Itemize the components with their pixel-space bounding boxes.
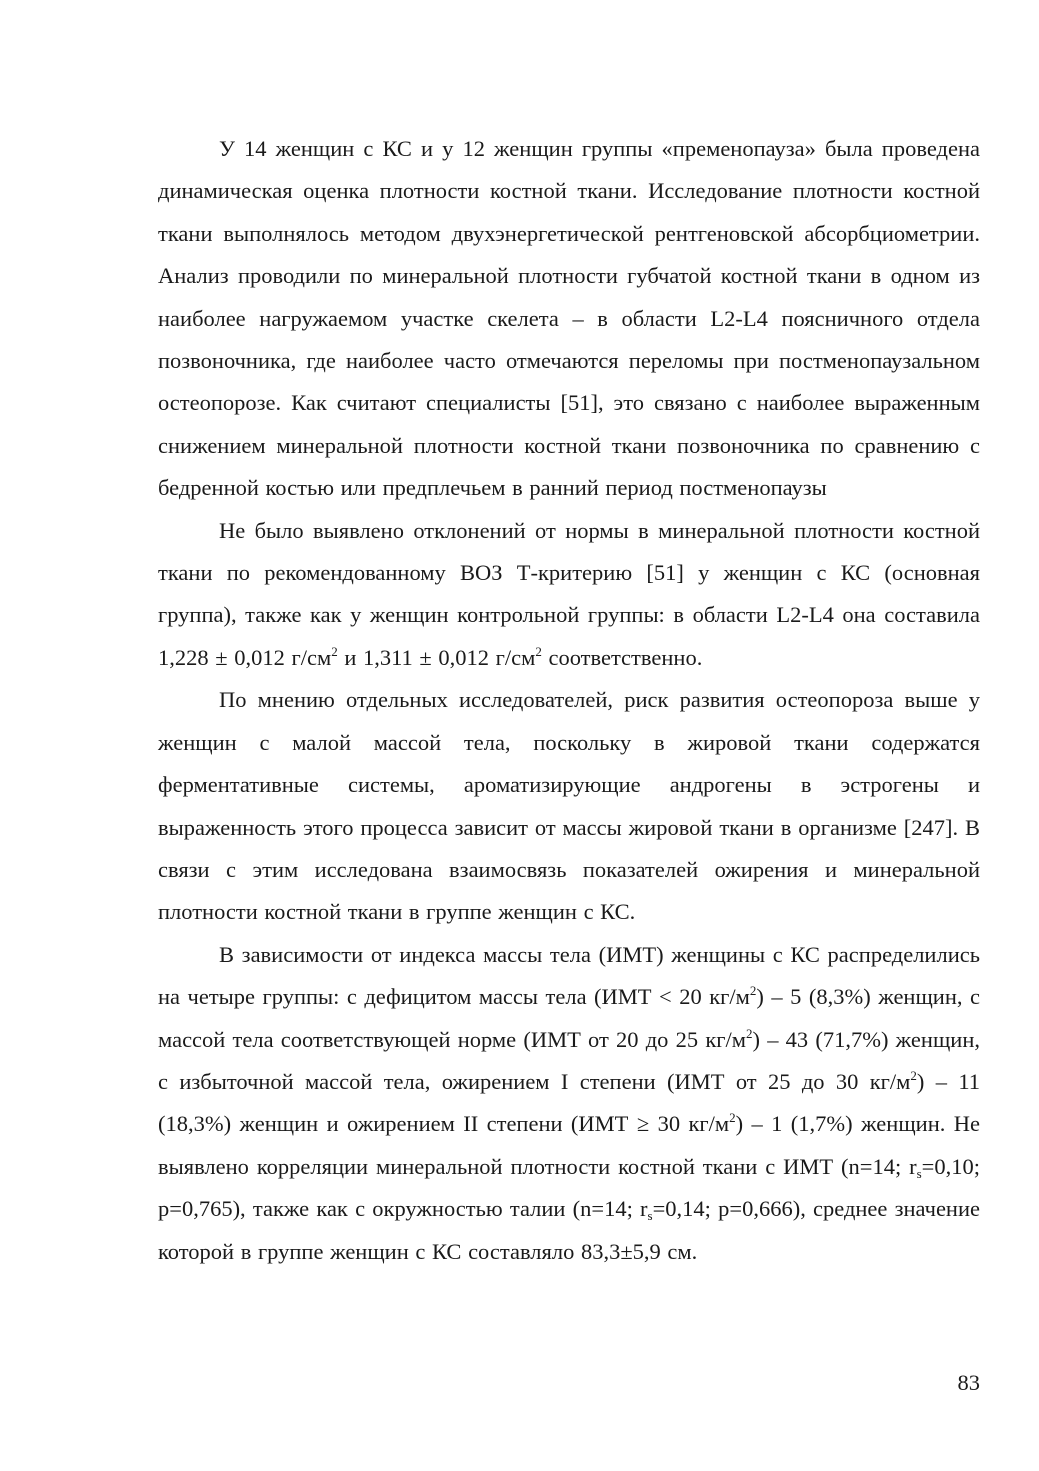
text-run: и 1,311 ± 0,012 г/см bbox=[337, 644, 536, 670]
superscript: 2 bbox=[535, 643, 542, 659]
text-run: ) – 11 (18,3%) женщин и ожирением II степени (ИМТ ≥ 30 кг/м bbox=[158, 1068, 980, 1137]
paragraph-t-criterion-results bbox=[158, 510, 980, 680]
text-run: ) – 43 (71,7%) женщин, с избыточной массой тела, ожирением I степени (ИМТ от 25 до 30 кг/м bbox=[158, 1026, 980, 1094]
paragraph-bmi-groups bbox=[158, 934, 980, 1273]
page-number: 83 bbox=[957, 1370, 980, 1395]
paragraph-body-mass-risk bbox=[158, 679, 980, 933]
superscript: 2 bbox=[746, 1025, 753, 1041]
text-run: По мнению отдельных исследователей, риск развития остеопороза выше у женщин с малой массой тела, поскольку в жировой ткани содержатся ферментативные системы, ароматизирующие андрогены в эстрогены и выраженность этого процесса зависит от массы жировой ткани в организме [247]. В связи с этим исследована взаимосвязь показателей ожирения и минеральной плотности костной ткани в группе женщин с КС. bbox=[158, 687, 980, 925]
text-run: =0,14; p=0,666), среднее значение которой в группе женщин с КС составляло 83,3±5,9 см. bbox=[158, 1196, 980, 1264]
superscript: 2 bbox=[910, 1067, 917, 1083]
document-body bbox=[158, 128, 980, 1273]
text-run: Не было выявлено отклонений от нормы в минеральной плотности костной ткани по рекомендованному ВОЗ Т-критерию [51] у женщин с КС (основная группа), также как у женщин контрольной группы: в области L2-L4 она составила 1,228 ± 0,012 г/см bbox=[158, 517, 980, 670]
text-run: У 14 женщин с КС и у 12 женщин группы «пременопауза» была проведена динамическая оценка плотности костной ткани. Исследование плотности костной ткани выполнялось методом двухэнергетической рентгеновской абсорбциометрии. Анализ проводили по минеральной плотности губчатой костной ткани в одном из наиболее нагружаемом участке скелета – в области L2-L4 поясничного отдела позвоночника, где наиболее часто отмечаются переломы при постменопаузальном остеопорозе. Как считают специалисты [51], это связано с наиболее выраженным снижением минеральной плотности костной ткани позвоночника по сравнению с бедренной костью или предплечьем в ранний период постменопаузы bbox=[158, 136, 980, 501]
subscript: s bbox=[916, 1165, 922, 1181]
text-run: =0,10; p=0,765), также как с окружностью талии (n=14; r bbox=[158, 1153, 980, 1222]
superscript: 2 bbox=[749, 983, 757, 999]
text-run: ) – 1 (1,7%) женщин. Не выявлено корреляции минеральной плотности костной ткани с ИМТ (n=14; r bbox=[158, 1111, 981, 1179]
superscript: 2 bbox=[729, 1110, 736, 1126]
subscript: s bbox=[647, 1208, 653, 1224]
text-run: В зависимости от индекса массы тела (ИМТ) женщины с КС распределились на четыре группы: с дефицитом массы тела (ИМТ < 20 кг/м bbox=[158, 941, 980, 1010]
paragraph-bone-density-assessment bbox=[158, 128, 980, 510]
superscript: 2 bbox=[331, 643, 338, 659]
text-run: соответственно. bbox=[541, 644, 703, 670]
text-run: ) – 5 (8,3%) женщин, с массой тела соответствующей норме (ИМТ от 20 до 25 кг/м bbox=[158, 984, 980, 1052]
